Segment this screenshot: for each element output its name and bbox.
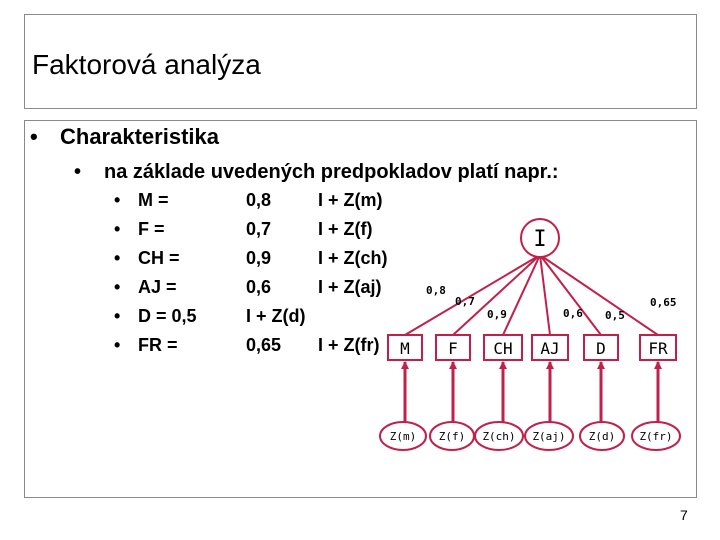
loading-line-fr xyxy=(540,255,658,335)
variable-label-m: M xyxy=(400,339,410,358)
variable-node-m xyxy=(388,335,422,360)
error-label-m: Z(m) xyxy=(389,430,417,443)
variable-label-d: D xyxy=(596,339,606,358)
variable-label-aj: AJ xyxy=(540,339,560,358)
equation-loading: 0,9 xyxy=(246,248,272,268)
error-node-ch xyxy=(475,422,523,450)
equation-variable: CH = xyxy=(138,248,180,268)
variable-label-ch: CH xyxy=(493,339,513,358)
equation-variable: F = xyxy=(138,219,165,239)
error-node-d xyxy=(580,422,624,450)
bullet-level1-text: Charakteristika xyxy=(60,124,219,149)
bullet-dot: • xyxy=(74,161,82,183)
bullet-dot: • xyxy=(114,277,121,297)
bullet-dot: • xyxy=(114,190,121,210)
error-node-f xyxy=(430,422,474,450)
equation-loading: 0,7 xyxy=(246,219,272,239)
equation-loading: 0,8 xyxy=(246,190,272,210)
bullet-dot: • xyxy=(114,335,121,355)
variable-node-fr xyxy=(640,335,676,360)
error-label-ch: Z(ch) xyxy=(482,430,516,443)
bullet-dot: • xyxy=(114,219,121,239)
bullet-dot: • xyxy=(114,248,121,268)
loading-label-ch: 0,9 xyxy=(487,308,507,321)
loading-label-aj: 0,6 xyxy=(563,307,583,320)
bullet-dot: • xyxy=(30,124,38,149)
error-node-fr xyxy=(632,422,680,450)
bullet-dot: • xyxy=(114,306,121,326)
page-number: 7 xyxy=(680,507,688,523)
error-label-aj: Z(aj) xyxy=(532,430,566,443)
bullet-level2-text: na základe uvedených predpokladov platí napr.: xyxy=(104,161,559,183)
equation-rhs: I + Z(f) xyxy=(318,219,373,239)
loading-label-d: 0,5 xyxy=(605,309,625,322)
equation-rhs: I + Z(aj) xyxy=(318,277,382,297)
variable-label-fr: FR xyxy=(648,339,668,358)
variable-node-d xyxy=(584,335,618,360)
slide-title: Faktorová analýza xyxy=(32,49,261,80)
error-node-aj xyxy=(525,422,573,450)
error-label-d: Z(d) xyxy=(588,430,616,443)
equation-loading: 0,6 xyxy=(246,277,272,297)
equation-rhs: I + Z(fr) xyxy=(318,335,380,355)
equation-rhs: I + Z(m) xyxy=(318,190,383,210)
loading-label-fr: 0,65 xyxy=(650,296,677,309)
equation-loading: 0,65 xyxy=(246,335,282,355)
equation-variable: AJ = xyxy=(138,277,177,297)
equation-variable: FR = xyxy=(138,335,178,355)
error-label-f: Z(f) xyxy=(438,430,466,443)
loading-label-f: 0,7 xyxy=(455,295,475,308)
factor-label: I xyxy=(533,227,547,252)
equation-loading: I + Z(d) xyxy=(246,306,306,326)
equation-variable: M = xyxy=(138,190,169,210)
equation-variable: D = 0,5 xyxy=(138,306,197,326)
equation-rhs: I + Z(ch) xyxy=(318,248,388,268)
variable-node-aj xyxy=(532,335,568,360)
error-node-m xyxy=(380,422,426,450)
error-label-fr: Z(fr) xyxy=(639,430,673,443)
variable-label-f: F xyxy=(448,339,458,358)
loading-label-m: 0,8 xyxy=(426,284,446,297)
variable-node-f xyxy=(436,335,470,360)
variable-node-ch xyxy=(484,335,522,360)
